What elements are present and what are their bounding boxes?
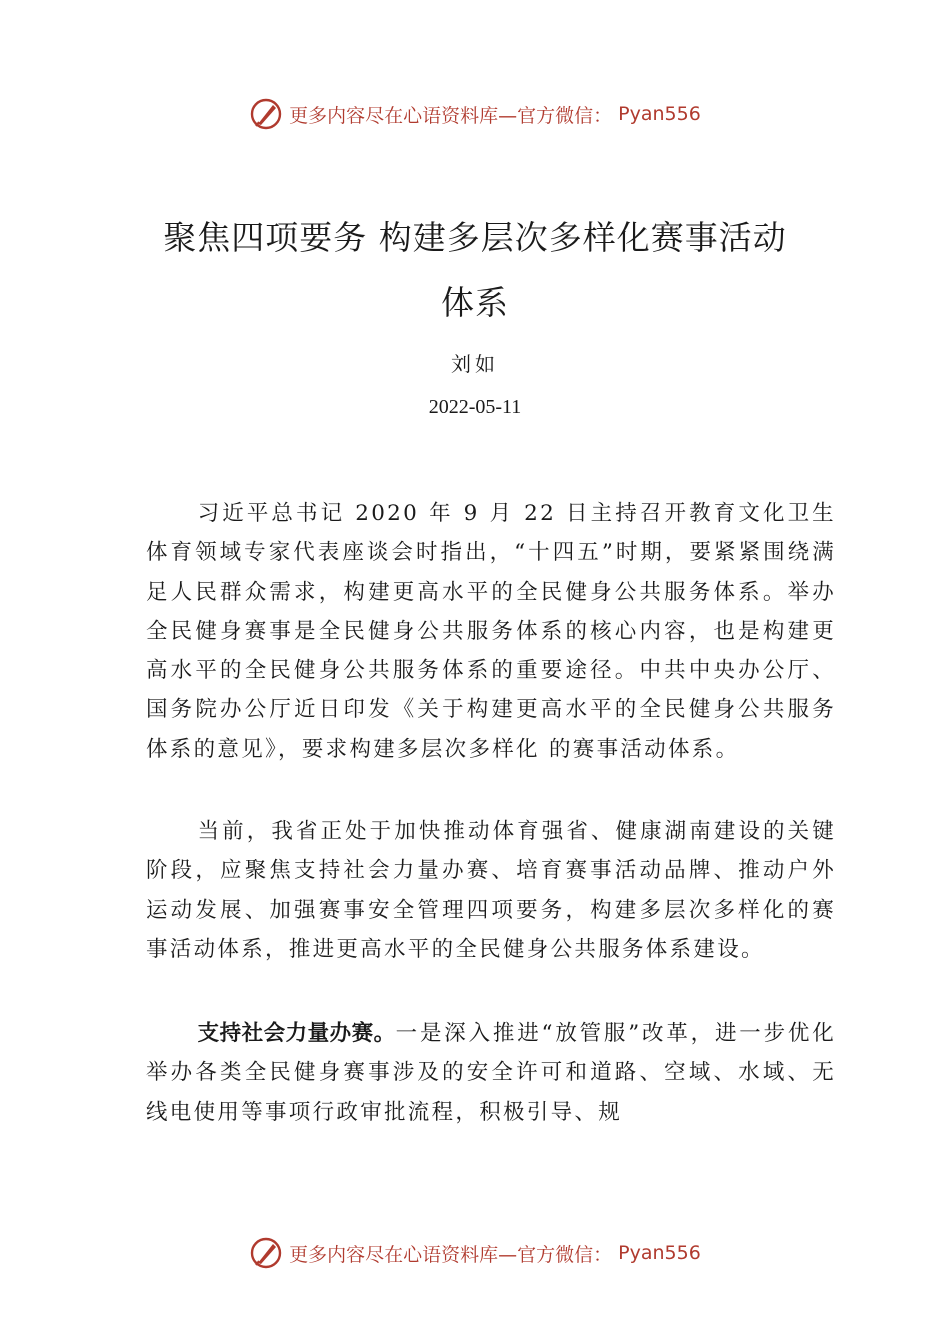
paragraph-3 xyxy=(146,1014,836,1132)
quill-logo-icon xyxy=(249,1236,283,1270)
paragraph-3-text xyxy=(146,1014,836,1132)
banner-text: 更多内容尽在心语资料库—官方微信： xyxy=(289,1243,613,1266)
paragraph-2 xyxy=(146,812,836,969)
article-title-continued: 体系 xyxy=(441,283,509,322)
article-title: 聚焦四项要务 构建多层次多样化赛事活动 xyxy=(163,218,787,257)
quill-logo-icon xyxy=(249,97,283,131)
paragraph-3-body: 一是深入推进“放管服”改革，进一步优化举办各类全民健身赛事涉及的安全许可和道路、空域、水域、无线电使用等事项行政审批流程，积极引导、规 xyxy=(146,1021,836,1125)
wechat-id: Pyan556 xyxy=(618,1242,701,1264)
article-author: 刘如 xyxy=(451,352,499,376)
paragraph-1 xyxy=(146,494,836,769)
article-date: 2022-05-11 xyxy=(428,396,522,418)
paragraph-3-heading: 支持社会力量办赛。 xyxy=(197,1021,396,1046)
paragraph-2-text: 当前，我省正处于加快推动体育强省、健康湖南建设的关键阶段，应聚焦支持社会力量办赛、培育赛事活动品牌、推动户外运动发展、加强赛事安全管理四项要务，构建多层次多样化的赛事活动体系，推进更高水平的全民健身公共服务体系建设。 xyxy=(146,819,836,962)
paragraph-1-text: 习近平总书记 2020 年 9 月 22 日主持召开教育文化卫生体育领域专家代表座谈会时指出，“十四五”时期，要紧紧围绕满足人民群众需求，构建更高水平的全民健身公共服务体系。举办全民健身赛事是全民健身公共服务体系的核心内容，也是构建更高水平的全民健身公共服务体系的重要途径。中共中央办公厅、国务院办公厅近日印发《关于构建更高水平的全民健身公共服务体系的意见》，要求构建多层次多样化 的赛事活动体系。 xyxy=(146,501,836,762)
footer-banner xyxy=(0,1233,950,1273)
header-banner xyxy=(0,94,950,134)
wechat-id: Pyan556 xyxy=(618,103,701,125)
banner-text: 更多内容尽在心语资料库—官方微信： xyxy=(289,104,613,127)
